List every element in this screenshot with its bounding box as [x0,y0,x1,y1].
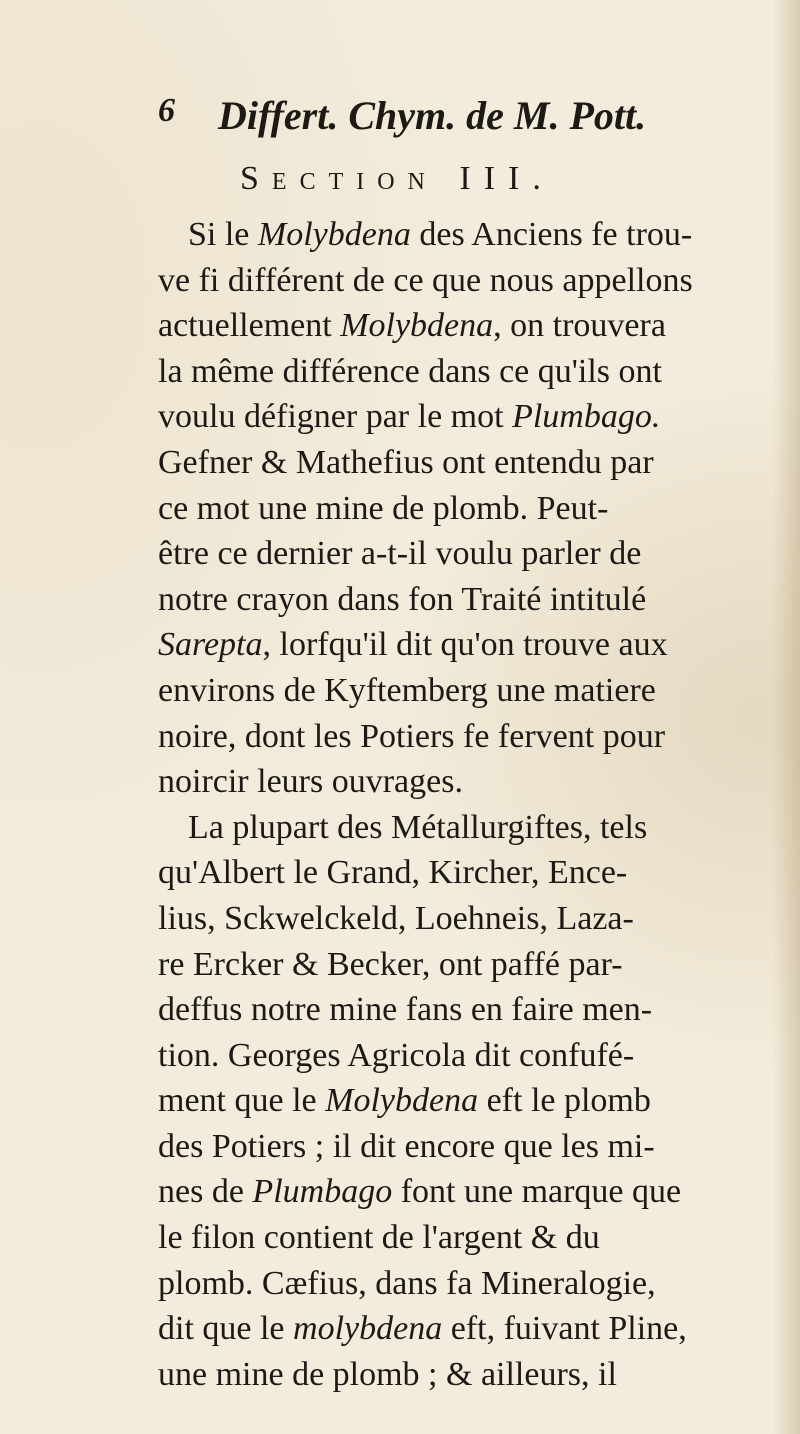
text-segment: Si le [188,216,258,253]
text-segment: , lorfqu'il dit qu'on trouve aux [262,626,668,664]
text-segment: la même différence dans ce qu'ils ont [158,352,662,390]
text-segment: plomb. Cæfius, dans fa Mineralogie, [158,1264,656,1302]
running-title: Differt. Chym. de M. Pott. [218,93,647,138]
text-segment: environs de Kyftemberg une matiere [158,671,656,709]
text-line [158,1078,738,1124]
text-line [158,896,738,942]
text-line [158,759,738,805]
italic-text: Sarepta [158,626,263,664]
text-segment: noircir leurs ouvrages. [158,763,463,801]
text-segment: une mine de plomb ; & ailleurs, il [158,1355,617,1393]
text-segment: Gefner & Mathefius ont entendu par [158,443,654,481]
text-segment: eft, fuivant Pline, [442,1310,687,1348]
text-line [158,303,738,349]
text-segment: font une marque que [392,1173,682,1211]
text-segment: re Ercker & Becker, ont paffé par- [158,945,623,983]
text-line [158,622,738,668]
text-segment: eft le plomb [478,1082,651,1120]
text-segment: lius, Sckwelckeld, Loehneis, Laza- [158,899,634,937]
text-segment: actuellement [158,307,341,345]
text-line [158,212,738,258]
text-segment: nes de [158,1173,253,1211]
text-segment: des Potiers ; il dit encore que les mi- [158,1127,655,1165]
italic-text: Molybdena [340,307,494,345]
text-line [158,440,738,486]
text-segment: , on trouvera [493,307,666,345]
text-line [158,349,738,395]
text-line [158,1124,738,1170]
italic-text: Molybdena [325,1082,479,1120]
text-line [158,1352,738,1398]
page-header [158,92,758,142]
text-line [158,1306,738,1352]
text-segment: noire, dont les Potiers fe fervent pour [158,717,666,755]
text-line [158,1169,738,1215]
text-line [158,486,738,532]
text-segment: être ce dernier a-t-il voulu parler de [158,535,642,573]
italic-text: Plumbago. [512,398,661,436]
text-segment: tion. Georges Agricola dit confufé- [158,1036,635,1074]
text-line [158,668,738,714]
text-segment: deffus notre mine fans en faire men- [158,991,653,1029]
text-line [158,714,738,760]
text-line [158,942,738,988]
italic-text: Molybdena [257,216,411,253]
text-line [158,987,738,1033]
text-segment: voulu défigner par le mot [158,398,513,436]
text-segment: le filon contient de l'argent & du [158,1219,600,1257]
text-line [158,531,738,577]
body-text [158,212,738,1397]
italic-text: Plumbago [252,1173,393,1211]
text-line [158,1033,738,1079]
text-line [158,850,738,896]
text-line [158,258,738,304]
text-segment: notre crayon dans fon Traité intitulé [158,580,647,618]
text-segment: ment que le [158,1082,326,1120]
page-number: 6 [158,92,175,129]
text-segment: qu'Albert le Grand, Kircher, Ence- [158,854,628,892]
text-segment: La plupart des Métallurgiftes, tels [188,808,648,846]
text-segment: des Anciens fe trou- [410,216,693,253]
text-segment: dit que le [158,1310,294,1348]
text-line [158,394,738,440]
text-line [158,577,738,623]
text-segment: ce mot une mine de plomb. Peut- [158,489,609,527]
text-line [158,805,738,851]
text-line [158,1261,738,1307]
italic-text: molybdena [293,1310,443,1348]
text-segment: ve fi différent de ce que nous appellons [158,261,693,299]
text-line [158,1215,738,1261]
page-edge-shadow [772,0,800,1434]
section-heading: Section III. [240,160,554,197]
